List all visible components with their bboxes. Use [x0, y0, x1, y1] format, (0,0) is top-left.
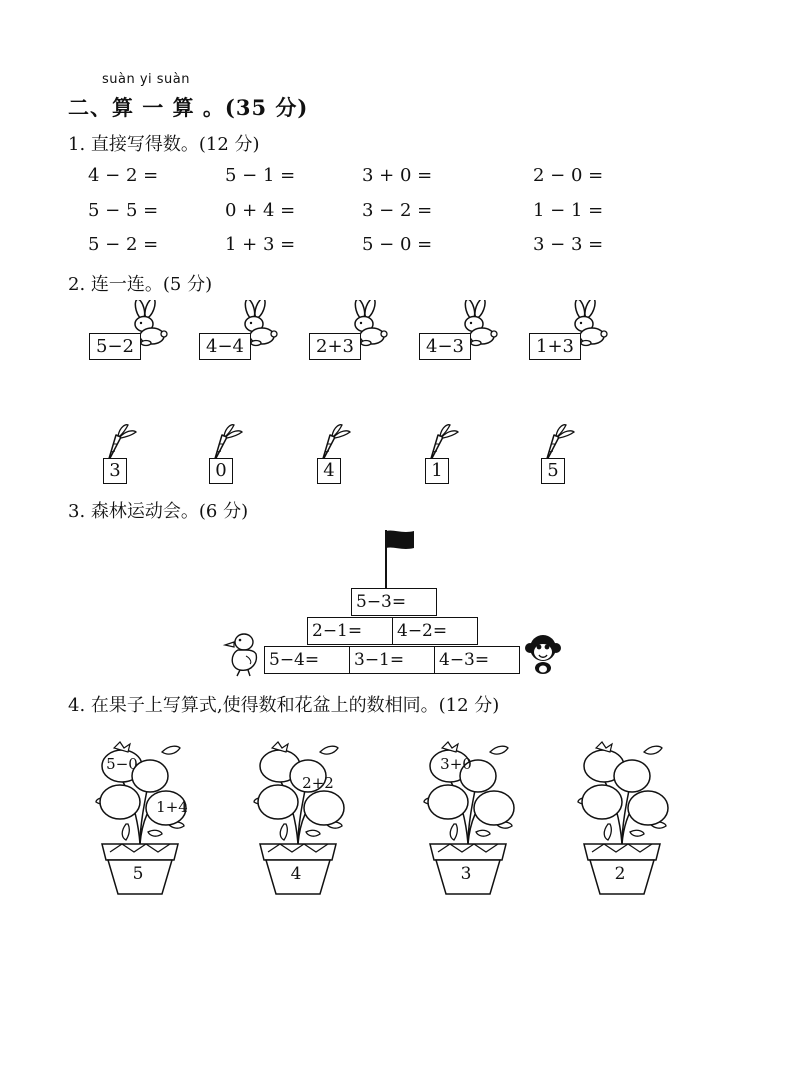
- carrot-number-box: 0: [209, 458, 233, 484]
- podium-bottom-brick: 5−4=: [264, 646, 350, 674]
- monkey-icon: [524, 632, 562, 676]
- podium-middle-brick: 4−2=: [392, 617, 478, 645]
- equation: 2 − 0 =: [533, 165, 604, 186]
- podium-bottom-brick: 3−1=: [349, 646, 435, 674]
- fruit-expression: 1+4: [156, 798, 188, 816]
- equation: 3 − 2 =: [362, 200, 433, 221]
- rabbit-expression-box: 1+3: [529, 333, 581, 360]
- q2-title: 2. 连一连。(5 分): [68, 274, 213, 295]
- rabbit-expression-box: 5−2: [89, 333, 141, 360]
- carrot-number-box: 4: [317, 458, 341, 484]
- podium-middle-brick: 2−1=: [307, 617, 393, 645]
- equation: 1 + 3 =: [225, 234, 296, 255]
- equation: 1 − 1 =: [533, 200, 604, 221]
- pot-number: 2: [614, 864, 626, 884]
- carrot-number-box: 3: [103, 458, 127, 484]
- equation: 3 + 0 =: [362, 165, 433, 186]
- equation: 3 − 3 =: [533, 234, 604, 255]
- equation: 0 + 4 =: [225, 200, 296, 221]
- section-pinyin: suàn yi suàn: [102, 72, 191, 87]
- podium-top-brick: 5−3=: [351, 588, 437, 616]
- section-title: 二、算 一 算 。(35 分): [68, 95, 309, 120]
- pot-number: 3: [460, 864, 472, 884]
- fruit-expression: 2+2: [302, 774, 334, 792]
- pot-number: 4: [290, 864, 302, 884]
- pot-number: 5: [132, 864, 144, 884]
- equation: 5 − 2 =: [88, 234, 159, 255]
- q4-title: 4. 在果子上写算式,使得数和花盆上的数相同。(12 分): [68, 695, 500, 716]
- carrot-number-box: 1: [425, 458, 449, 484]
- equation: 5 − 0 =: [362, 234, 433, 255]
- podium-bottom-brick: 4−3=: [434, 646, 520, 674]
- fruit-expression: 5−0: [106, 755, 138, 773]
- flag-icon: [382, 528, 418, 590]
- equation: 5 − 1 =: [225, 165, 296, 186]
- rabbit-expression-box: 4−3: [419, 333, 471, 360]
- q1-title: 1. 直接写得数。(12 分): [68, 134, 260, 155]
- duck-icon: [222, 630, 262, 678]
- carrot-number-box: 5: [541, 458, 565, 484]
- equation: 4 − 2 =: [88, 165, 159, 186]
- equation: 5 − 5 =: [88, 200, 159, 221]
- q3-title: 3. 森林运动会。(6 分): [68, 501, 249, 522]
- rabbit-expression-box: 2+3: [309, 333, 361, 360]
- fruit-expression: 3+0: [440, 755, 472, 773]
- rabbit-expression-box: 4−4: [199, 333, 251, 360]
